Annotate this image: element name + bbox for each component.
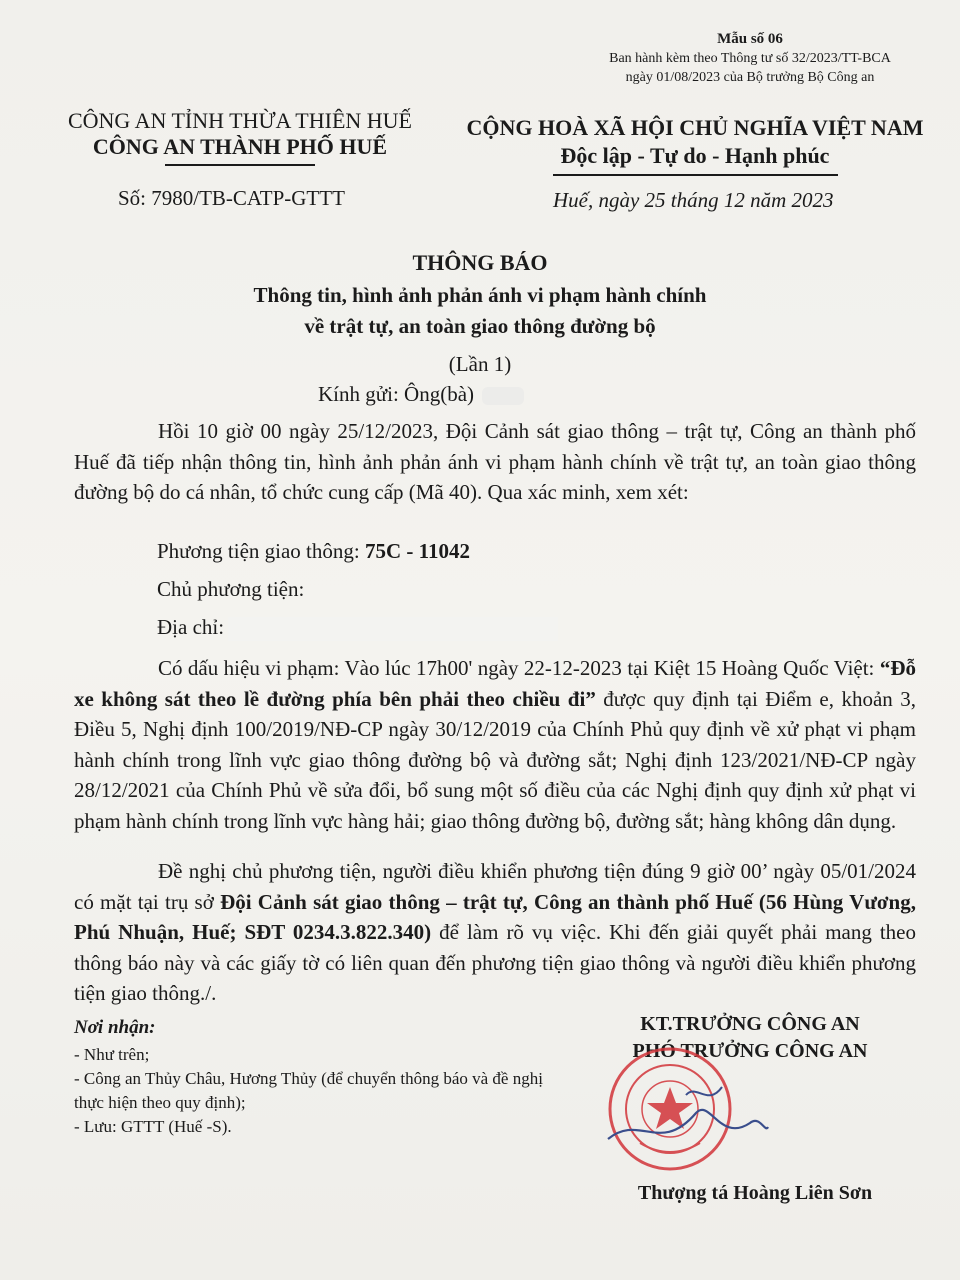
agency-name: CÔNG AN THÀNH PHỐ HUẾ (92, 134, 388, 159)
form-line-2: ngày 01/08/2023 của Bộ trưởng Bộ Công an (625, 70, 875, 85)
violation-paragraph (74, 653, 916, 836)
address-label: Địa chỉ: (157, 615, 225, 639)
nation-name: CỘNG HOÀ XÃ HỘI CHỦ NGHĨA VIỆT NAM (466, 115, 924, 140)
recipient-line (318, 382, 524, 407)
issue-number: (Lần 1) (448, 352, 512, 376)
redacted-name (482, 387, 524, 405)
form-reference (590, 30, 910, 87)
nation-motto: Độc lập - Tự do - Hạnh phúc (560, 143, 830, 168)
request-lead: Đề nghị chủ phương tiện, người điều khiển phương tiện đúng 9 giờ 00’ ngày 05/01/2024 có mặt tại trụ sở (74, 859, 916, 914)
recipient-label: Kính gửi: Ông(bà) (318, 382, 475, 406)
document-number: Số: 7980/TB-CATP-GTTT (118, 186, 345, 210)
redacted-address (228, 617, 558, 641)
official-seal (600, 1043, 770, 1173)
recipients-block (74, 1016, 544, 1139)
violation-basis: được quy định tại Điểm e, khoản 3, Điều 5, Nghị định 100/2019/NĐ-CP ngày 30/12/2019 của Chính Phủ quy định về xử phạt vi phạm hành chính trong lĩnh vực giao thông đường bộ và đường sắt; Nghị định 123/2021/NĐ-CP ngày 28/12/2021 của Chính Phủ về sửa đổi, bổ sung một số điều của các Nghị định quy định xử phạt vi phạm hành chính trong lĩnh vực hàng hải; giao thông đường bộ, đường sắt; hàng không dân dụng. (74, 686, 917, 833)
address-line (157, 615, 558, 641)
recipient-item: - Lưu: GTTT (Huế -S). (74, 1117, 232, 1136)
request-office: Đội Cảnh sát giao thông – trật tự, Công an thành phố Huế (56 Hùng Vương, Phú Nhuận, Huế; SĐT 0234.3.822.340) (74, 889, 916, 944)
violation-lead: Có dấu hiệu vi phạm: Vào lúc 17h00' ngày 22-12-2023 tại Kiệt 15 Hoàng Quốc Việt: (158, 656, 880, 680)
owner-label: Chủ phương tiện: (157, 577, 305, 601)
agency-underline (165, 164, 315, 166)
violation-act: “Đỗ xe không sát theo lề đường phía bên phải theo chiều đi” (74, 656, 916, 711)
signature-title-2: PHÓ TRƯỞNG CÔNG AN (632, 1040, 868, 1062)
intro-paragraph (74, 416, 916, 508)
owner-line (157, 577, 304, 602)
place-date: Huế, ngày 25 tháng 12 năm 2023 (553, 188, 834, 212)
vehicle-plate: 75C - 11042 (364, 539, 470, 563)
document-title: THÔNG BÁO (412, 250, 548, 275)
motto-underline (553, 174, 838, 176)
form-number: Mẫu số 06 (717, 31, 783, 47)
request-paragraph (74, 856, 916, 1009)
form-line-1: Ban hành kèm theo Thông tư số 32/2023/TT-BCA (609, 51, 891, 66)
recipient-item: - Công an Thủy Châu, Hương Thủy (để chuyển thông báo và đề nghị thực hiện theo quy định); (74, 1069, 543, 1112)
parent-agency: CÔNG AN TỈNH THỪA THIÊN HUẾ (67, 108, 412, 133)
signature-title-1: KT.TRƯỞNG CÔNG AN (640, 1013, 860, 1035)
recipients-heading: Nơi nhận: (74, 1017, 156, 1038)
vehicle-label: Phương tiện giao thông: (157, 539, 365, 563)
recipient-item: - Như trên; (74, 1045, 150, 1064)
signer-name: Thượng tá Hoàng Liên Sơn (637, 1182, 873, 1204)
national-heading (460, 114, 930, 176)
document-subtitle-1: Thông tin, hình ảnh phản ánh vi phạm hành chính (253, 283, 707, 307)
vehicle-line (157, 539, 470, 564)
issuing-agency (40, 108, 440, 166)
request-rest: để làm rõ vụ việc. Khi đến giải quyết phải mang theo thông báo này và các giấy tờ có liên quan đến phương tiện giao thông và người điều khiển phương tiện giao thông./. (74, 920, 917, 1005)
document-subtitle-2: về trật tự, an toàn giao thông đường bộ (304, 314, 656, 338)
intro-text: Hồi 10 giờ 00 ngày 25/12/2023, Đội Cảnh sát giao thông – trật tự, Công an thành phố Huế đã tiếp nhận thông tin, hình ảnh phản ánh vi phạm hành chính về trật tự, an toàn giao thông đường bộ do cá nhân, tổ chức cung cấp (Mã 40). Qua xác minh, xem xét: (74, 419, 916, 504)
